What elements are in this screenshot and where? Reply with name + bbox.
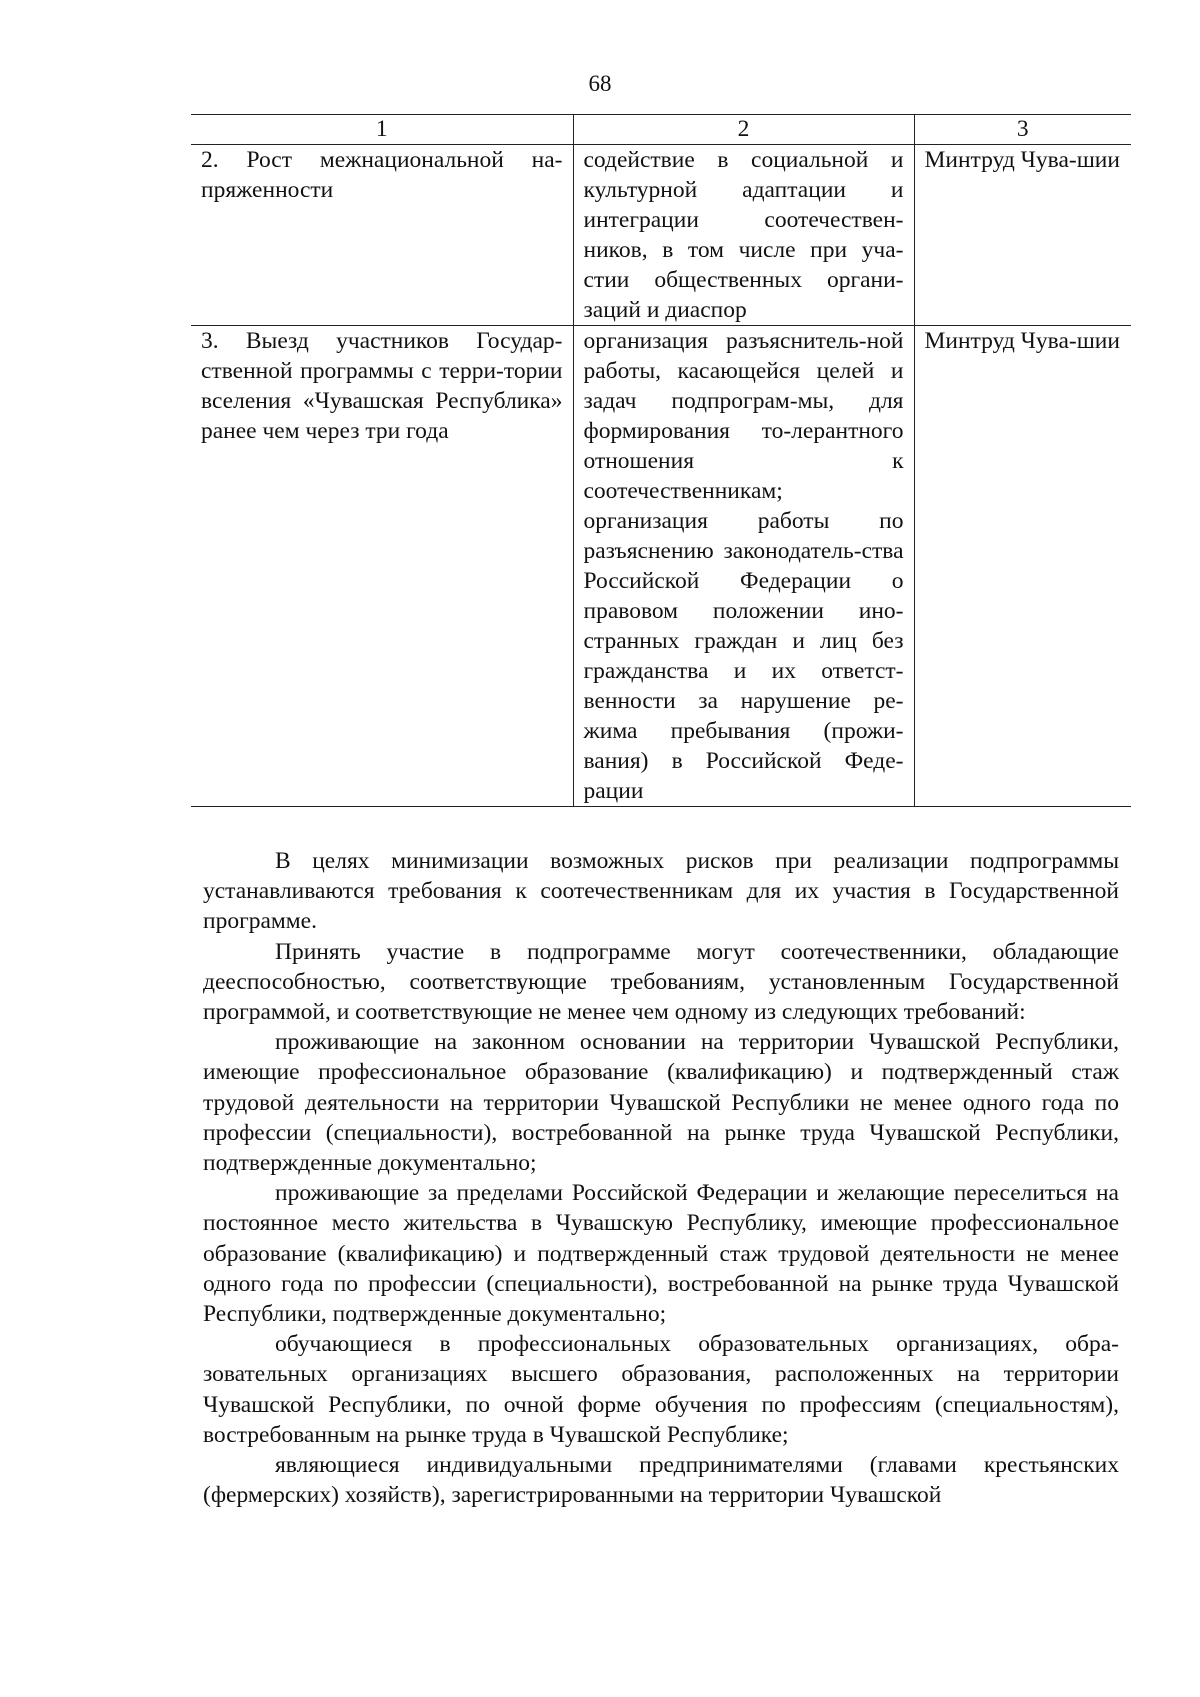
responsible-cell: Минтруд Чува-шии (914, 145, 1131, 326)
body-text (203, 846, 1119, 1510)
measures-cell: содействие в социальной и культурной адаптации и интеграции соотечествен-ников, в том числе при уча-стии общественных органи-заций и диаспор (573, 145, 914, 326)
column-header-2: 2 (573, 115, 914, 145)
risk-measures-table (191, 114, 1131, 807)
table-row (191, 145, 1131, 326)
column-header-1: 1 (191, 115, 573, 145)
paragraph: являющиеся индивидуальными предпринимателями (главами крестьянских (фермерских) хозяйств), зарегистрированными на территории Чувашской (203, 1452, 1119, 1509)
table-row (191, 326, 1131, 807)
paragraph: Принять участие в подпрограмме могут соотечественники, обладающие дееспособностью, соответствующие требованиям, установленным Государственной программой, и соответствующие не менее чем одному из следующих требований: (203, 938, 1119, 1026)
table-header-row (191, 115, 1131, 145)
measures-cell: организация разъяснитель-ной работы, касающейся целей и задач подпрограм-мы, для формирования то-лерантного отношения к соотечественникам; организация работы по разъяснению законодатель-ства Российской Федерации о правовом положении ино-странных граждан и лиц без гражданства и их ответст-венности за нарушение ре-жима пребывания (прожи-вания) в Российской Феде-рации (573, 326, 914, 807)
paragraph: проживающие на законном основании на территории Чувашской Республики, имеющие профессиональное образование (квалификацию) и подтвержденный стаж трудовой деятельности на территории Чувашской Республики не менее одного года по профессии (специальности), востребованной на рынке труда Чувашской Республики, подтвержденные документально; (203, 1029, 1119, 1177)
responsible-cell: Минтруд Чува-шии (914, 326, 1131, 807)
page-number: 68 (588, 71, 612, 96)
paragraph: проживающие за пределами Российской Федерации и желающие переселиться на постоянное место жительства в Чувашскую Республику, имеющие профессиональное образование (квалификацию) и подтвержденный стаж трудовой деятельности не менее одного года по профессии (специальности), востребованной на рынке труда Чувашской Республики, подтвержденные документально; (203, 1180, 1119, 1328)
paragraph: обучающиеся в профессиональных образовательных организациях, образовательных организациях высшего образования, расположенных на территории Чувашской Республики, по очной форме обучения по профессиям (специальностям), востребованным на рынке труда в Чувашской Республике; (203, 1331, 1119, 1448)
paragraph: В целях минимизации возможных рисков при реализации подпрограммы устанавливаются требования к соотечественникам для их участия в Государственной программе. (203, 848, 1119, 935)
column-header-3: 3 (914, 115, 1131, 145)
risk-cell: 2. Рост межнациональной на-пряженности (191, 145, 573, 326)
risk-cell: 3. Выезд участников Государ-ственной программы с терри-тории вселения «Чувашская Республика» ранее чем через три года (191, 326, 573, 807)
